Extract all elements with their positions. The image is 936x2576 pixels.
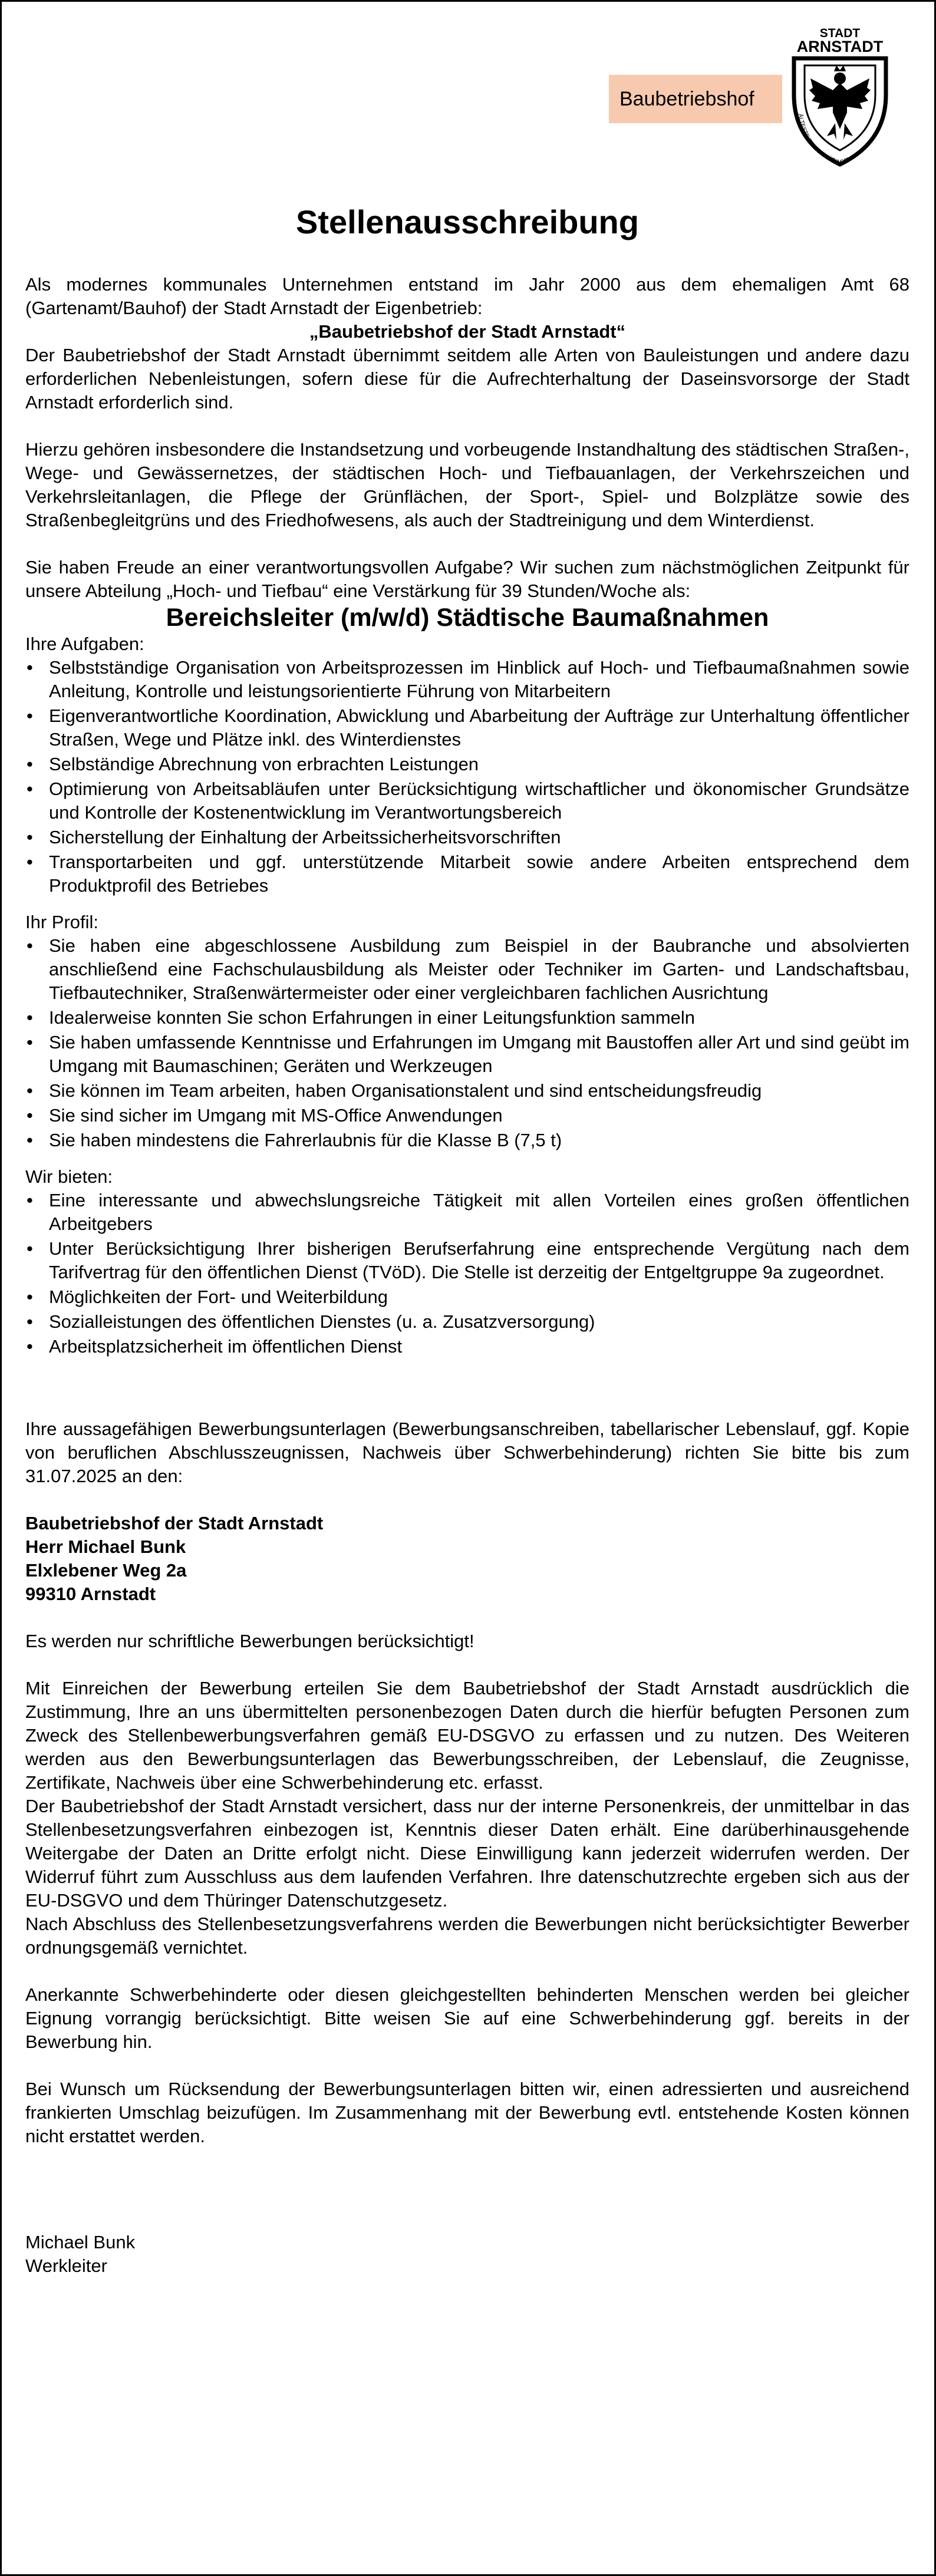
signature-role: Werkleiter [25, 2255, 107, 2276]
address-line: Baubetriebshof der Stadt Arnstadt [25, 1513, 324, 1533]
list-item: • Optimierung von Arbeitsabläufen unter Berücksichtigung wirtschaftlicher und ökonomischer Grundsätze und Kontrolle der Kostenentwicklung im Verantwortungsbereich [25, 777, 909, 824]
list-item: • Möglichkeiten der Fort- und Weiterbildung [25, 1285, 909, 1309]
list-item: • Eigenverantwortliche Koordination, Abwicklung und Abarbeitung der Aufträge zur Unterhaltung öffentlicher Straßen, Wege und Plätze inkl. des Winterdienstes [25, 704, 909, 751]
logo-stadt-text: STADT [819, 27, 861, 40]
address-block [25, 1512, 909, 1606]
profile-list [25, 934, 909, 1152]
logo-ring-text: ÄLTESTE STADT THÜRINGENS [796, 113, 857, 167]
list-item: • Unter Berücksichtigung Ihrer bisherigen Berufserfahrung eine entsprechende Vergütung nach dem Tarifvertrag für den öffentlichen Dienst (TVöD). Die Stelle ist derzeitig der Entgeltgruppe 9a zugeordnet. [25, 1237, 909, 1284]
privacy-paragraph: Nach Abschluss des Stellenbesetzungsverfahrens werden die Bewerbungen nicht berücksichtigter Bewerber ordnungsgemäß vernichtet. [25, 1914, 909, 1958]
baubetriebshof-label: Baubetriebshof [609, 75, 782, 123]
offer-heading: Wir bieten: [25, 1166, 113, 1187]
logo-arnstadt-text: ARNSTADT [796, 38, 884, 55]
list-item: • Selbstständige Organisation von Arbeitsprozessen im Hinblick auf Hoch- und Tiefbaumaßnahmen sowie Anleitung, Kontrolle und leistungsorientierte Führung von Mitarbeitern [25, 656, 909, 703]
paragraph-search: Sie haben Freude an einer verantwortungsvollen Aufgabe? Wir suchen zum nächstmöglichen Zeitpunkt für unsere Abteilung „Hoch- und Tiefbau“ eine Verstärkung für 39 Stunden/Woche als: [25, 557, 909, 601]
list-item: • Sie haben eine abgeschlossene Ausbildung zum Beispiel in der Baubranche und absolvierten anschließend eine Fachschulausbildung als Meister oder Techniker im Garten- und Landschaftsbau, Tiefbautechniker, Straßenwärtermeister oder einer vergleichbaren fachlichen Ausrichtung [25, 934, 909, 1005]
company-name: „Baubetriebshof der Stadt Arnstadt“ [309, 321, 626, 342]
arnstadt-coat-of-arms-logo [781, 24, 899, 169]
posting-content [25, 149, 909, 2278]
list-item: • Idealerweise konnten Sie schon Erfahrungen in einer Leitungsfunktion sammeln [25, 1006, 909, 1030]
privacy-paragraph: Mit Einreichen der Bewerbung erteilen Sie dem Baubetriebshof der Stadt Arnstadt ausdrücklich die Zustimmung, Ihre an uns übermittelten personenbezogen Daten durch die hierfür befugten Personen zum Zweck des Stellenbewerbungsverfahren gemäß EU-DSGVO zu erfassen und zu nutzen. Des Weiteren werden aus den Bewerbungsunterlagen das Bewerbungsschreiben, der Lebenslauf, die Zeugnisse, Zertifikate, Nachweis über eine Schwerbehinderung etc. erfasst. [25, 1678, 909, 1793]
list-item: • Sicherstellung der Einhaltung der Arbeitssicherheitsvorschriften [25, 826, 909, 849]
profile-heading: Ihr Profil: [25, 912, 99, 932]
list-item: • Sie haben umfassende Kenntnisse und Erfahrungen im Umgang mit Baustoffen aller Art und sind geübt im Umgang mit Baumaschinen; Geräten und Werkzeugen [25, 1031, 909, 1078]
address-line: Elxlebener Weg 2a [25, 1560, 187, 1581]
list-item: • Selbständige Abrechnung von erbrachten Leistungen [25, 753, 909, 776]
list-item: • Sie sind sicher im Umgang mit MS-Office Anwendungen [25, 1104, 909, 1127]
page-title: Stellenausschreibung [296, 203, 639, 240]
list-item: • Sie können im Team arbeiten, haben Organisationstalent und sind entscheidungsfreudig [25, 1079, 909, 1103]
application-text: Ihre aussagefähigen Bewerbungsunterlagen (Bewerbungsanschreiben, tabellarischer Lebenslauf, ggf. Kopie von beruflichen Abschlusszeugnissen, Nachweis über Schwerbehinderung) richten Sie bitte bis zum 31.07.2025 an den: [25, 1419, 909, 1486]
paragraph-services: Der Baubetriebshof der Stadt Arnstadt übernimmt seitdem alle Arten von Bauleistungen und andere dazu erforderlichen Nebenleistungen, sofern diese für die Aufrechterhaltung der Daseinsvorsorge der Stadt Arnstadt erforderlich sind. [25, 345, 909, 413]
job-title: Bereichsleiter (m/w/d) Städtische Baumaßnahmen [166, 603, 769, 632]
address-line: 99310 Arnstadt [25, 1584, 156, 1604]
list-item: • Sozialleistungen des öffentlichen Dienstes (u. a. Zusatzversorgung) [25, 1310, 909, 1334]
address-line: Herr Michael Bunk [25, 1536, 186, 1557]
list-item: • Sie haben mindestens die Fahrerlaubnis für die Klasse B (7,5 t) [25, 1129, 909, 1152]
list-item: • Arbeitsplatzsicherheit im öffentlichen Dienst [25, 1335, 909, 1358]
disability-note: Anerkannte Schwerbehinderte oder diesen gleichgestellten behinderten Menschen werden bei gleicher Eignung vorrangig berücksichtigt. Bitte weisen Sie auf eine Schwerbehinderung ggf. bereits in der Bewerbung hin. [25, 1984, 909, 2052]
return-note: Bei Wunsch um Rücksendung der Bewerbungsunterlagen bitten wir, einen adressierten und ausreichend frankierten Umschlag beizufügen. Im Zusammenhang mit der Bewerbung evtl. entstehende Kosten können nicht erstattet werden. [25, 2079, 909, 2146]
tasks-heading: Ihre Aufgaben: [25, 634, 144, 654]
list-item: • Transportarbeiten und ggf. unterstützende Mitarbeit sowie andere Arbeiten entsprechend dem Produktprofil des Betriebes [25, 850, 909, 898]
privacy-paragraph: Der Baubetriebshof der Stadt Arnstadt versichert, dass nur der interne Personenkreis, der unmittelbar in das Stellenbesetzungsverfahren einbezogen ist, Kenntnis dieser Daten erhält. Eine darüberhinausgehende Weitergabe der Daten an Dritte erfolgt nicht. Diese Einwilligung kann jederzeit widerrufen werden. Der Widerruf führt zum Ausschluss aus dem laufenden Verfahren. Ihre datenschutzrechte ergeben sich aus der EU-DSGVO und dem Thüringer Datenschutzgesetz. [25, 1796, 909, 1911]
written-only-note: Es werden nur schriftliche Bewerbungen berücksichtigt! [25, 1631, 474, 1651]
paragraph-scope: Hierzu gehören insbesondere die Instandsetzung und vorbeugende Instandhaltung des städtischen Straßen-, Wege- und Gewässernetzes, der städtischen Hoch- und Tiefbauanlagen, der Verkehrszeichen und Verkehrsleitanlagen, die Pflege der Grünflächen, der Sport-, Spiel- und Bolzplätze sowie des Straßenbegleitgrüns und des Friedhofwesens, als auch der Stadtreinigung und dem Winterdienst. [25, 439, 909, 530]
tasks-list [25, 656, 909, 898]
signature-name: Michael Bunk [25, 2232, 136, 2252]
intro-text: Als modernes kommunales Unternehmen entstand im Jahr 2000 aus dem ehemaligen Amt 68 (Gartenamt/Bauhof) der Stadt Arnstadt der Eigenbetrieb: [25, 274, 909, 318]
offer-list [25, 1189, 909, 1358]
list-item: • Eine interessante und abwechslungsreiche Tätigkeit mit allen Vorteilen eines großen öffentlichen Arbeitgebers [25, 1189, 909, 1236]
